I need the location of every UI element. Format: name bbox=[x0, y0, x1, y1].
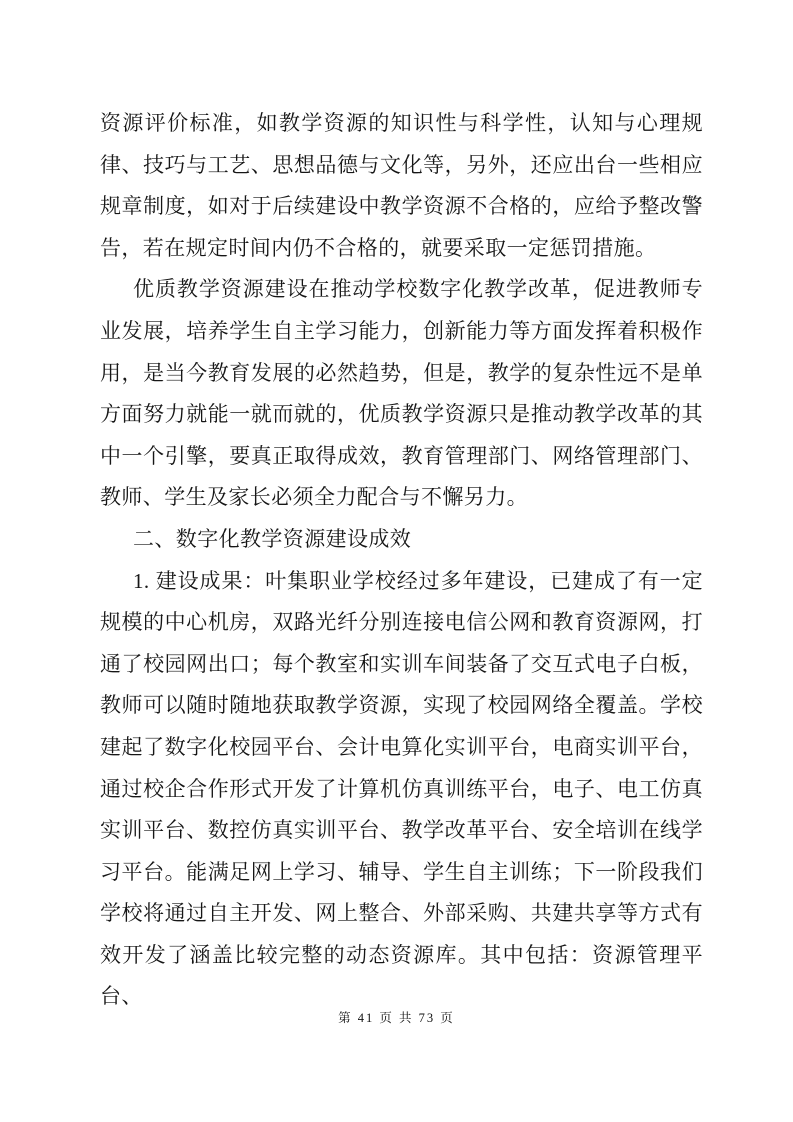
paragraph: 1. 建设成果：叶集职业学校经过多年建设，已建成了有一定规模的中心机房，双路光纤分别连接电信公网和教育资源网，打通了校园网出口；每个教室和实训车间装备了交互式电子白板，教师可以随时随地获取教学资源，实现了校园网络全覆盖。学校建起了数字化校园平台、会计电算化实训平台，电商实训平台，通过校企合作形式开发了计算机仿真训练平台，电子、电工仿真实训平台、数控仿真实训平台、教学改革平台、安全培训在线学习平台。能满足网上学习、辅导、学生自主训练；下一阶段我们学校将通过自主开发、网上整合、外部采购、共建共享等方式有效开发了涵盖比较完整的动态资源库。其中包括：资源管理平台、 bbox=[100, 568, 703, 1009]
document-body bbox=[100, 103, 703, 1018]
section-heading: 二、数字化教学资源建设成效 bbox=[133, 526, 412, 551]
paragraph: 优质教学资源建设在推动学校数字化教学改革，促进教师专业发展，培养学生自主学习能力，创新能力等方面发挥着积极作用，是当今教育发展的必然趋势，但是，教学的复杂性远不是单方面努力就能一就而就的，优质教学资源只是推动教学改革的其中一个引擎，要真正取得成效，教育管理部门、网络管理部门、教师、学生及家长必须全力配合与不懈另力。 bbox=[100, 277, 703, 510]
page-footer: 第 41 页 共 73 页 bbox=[338, 1011, 455, 1025]
paragraph-continuation: 资源评价标准，如教学资源的知识性与科学性，认知与心理规律、技巧与工艺、思想品德与文化等，另外，还应出台一些相应规章制度，如对于后续建设中教学资源不合格的，应给予整改警告，若在规定时间内仍不合格的，就要采取一定惩罚措施。 bbox=[100, 111, 703, 260]
